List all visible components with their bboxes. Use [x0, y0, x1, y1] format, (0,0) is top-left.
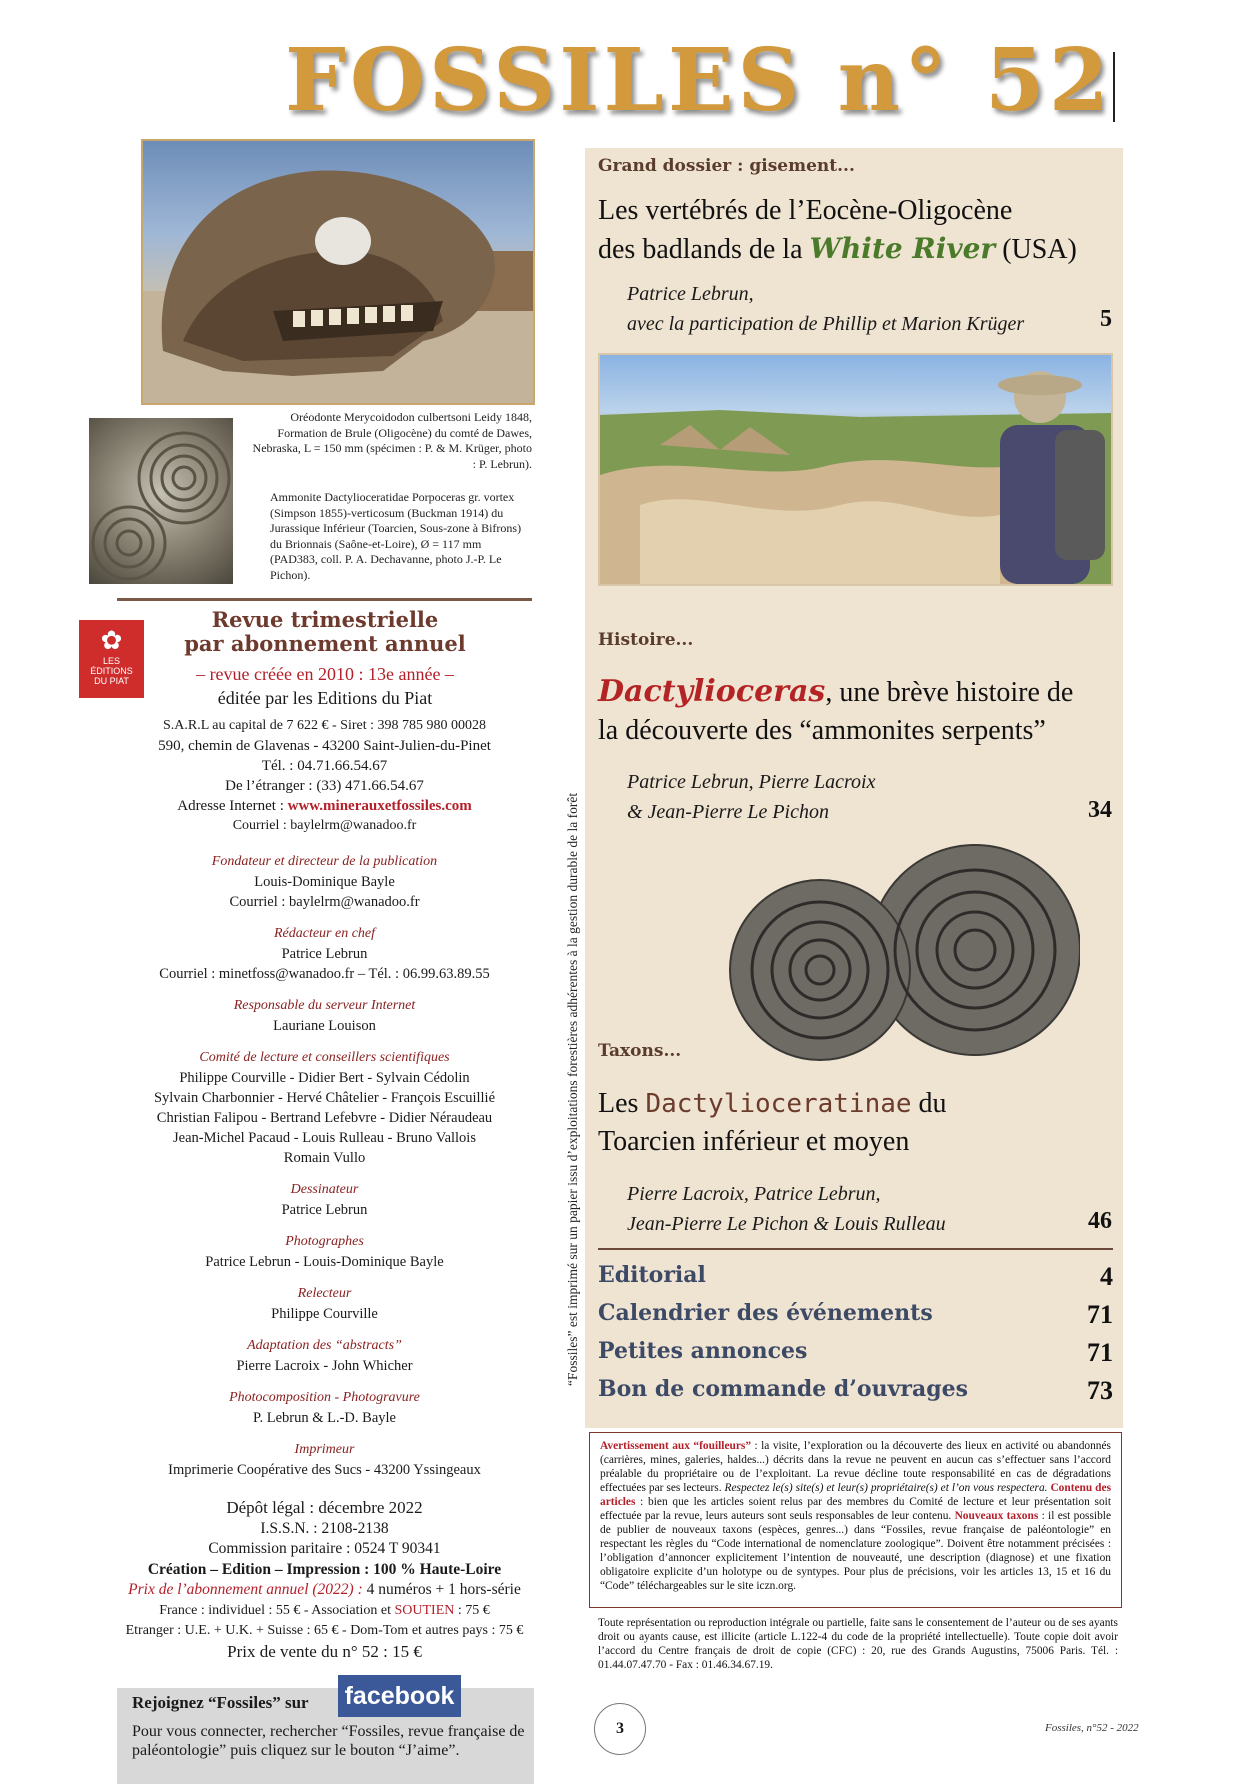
revue-created: – revue créée en 2010 : 13e année – — [196, 664, 454, 684]
section-grand-dossier: Grand dossier : gisement... — [598, 156, 855, 176]
website-link[interactable]: www.minerauxetfossiles.com — [287, 798, 472, 814]
facebook-logo[interactable]: facebook — [338, 1675, 461, 1717]
toc-petites-annonces[interactable]: Petites annonces 71 — [598, 1338, 1113, 1367]
credit-block: Photographes Patrice Lebrun - Louis-Dominique Bayle — [205, 1234, 444, 1270]
credits-list — [117, 852, 532, 1492]
article-2-authors: Patrice Lebrun, Pierre Lacroix & Jean-Pierre Le Pichon — [627, 771, 876, 823]
article-1-title[interactable]: Les vertébrés de l’Eocène-Oligocène des badlands de la White River (USA) — [598, 195, 1077, 265]
credit-block: Rédacteur en chef Patrice Lebrun Courriel : minetfoss@wanadoo.fr – Tél. : 06.99.63.89.55 — [159, 926, 490, 982]
credit-block: Responsable du serveur Internet Lauriane Louison — [233, 998, 416, 1034]
dactylioceras-ammonites-photo — [720, 820, 1080, 1080]
credit-block: Relecteur Philippe Courville — [271, 1286, 378, 1322]
publisher-address: S.A.R.L au capital de 7 622 € - Siret : 398 785 980 00028 590, chemin de Glavenas - 43200 Saint-Julien-du-Pinet Tél. : 04.71.66.54.67 De l’étranger : (33) 471.66.54.67 Adresse Internet : www.minerauxetfossiles.com Courriel : baylelrm@wanadoo.fr — [158, 718, 491, 833]
legal-info: Dépôt légal : décembre 2022 I.S.S.N. : 2108-2138 Commission paritaire : 0524 T 90341 Création – Edition – Impression : 100 % Haute-Loire Prix de l’abonnement annuel (2022) : 4 numéros + 1 hors-série France : individuel : 55 € - Association et SOUTIEN : 75 € Etranger : U.E. + U.K. + Suisse : 65 € - Dom-Tom et autres pays : 75 € Prix de vente du n° 52 : 15 € — [125, 1498, 524, 1661]
article-3-page[interactable]: 46 — [1088, 1208, 1112, 1234]
article-1-page[interactable]: 5 — [1100, 306, 1112, 332]
facebook-instructions: Pour vous connecter, rechercher “Fossiles, revue française de paléontologie” puis cliquez sur le bouton “J’aime”. — [132, 1723, 525, 1759]
credit-block: Imprimeur Imprimerie Coopérative des Sucs - 43200 Yssingeaux — [168, 1442, 481, 1478]
magazine-title: FOSSILES n° 52 — [285, 30, 1113, 131]
revue-editor: éditée par les Editions du Piat — [217, 688, 433, 708]
toc-rule — [598, 1248, 1113, 1250]
flower-icon: ✿ — [100, 625, 123, 655]
article-3-authors: Pierre Lacroix, Patrice Lebrun, Jean-Pierre Le Pichon & Louis Rulleau — [627, 1183, 946, 1235]
article-1-authors: Patrice Lebrun, avec la participation de Phillip et Marion Krüger — [627, 283, 1025, 335]
left-rule — [117, 598, 532, 601]
title-divider — [1113, 52, 1115, 122]
warning-notice: Avertissement aux “fouilleurs” : la visite, l’exploration ou la découverte des lieux en activité ou abandonnés (carrières, mines, galeries, haldes...) décrits dans la revue ne peuvent en aucun cas s’effectuer sans l’accord préalable du propriétaire ou de l’exploitant. La revue décline toute responsabilité en cas de dégradations effectuées par ses lecteurs. Respectez le(s) site(s) et leur(s) propriétaire(s) et l’on vous respectera. Contenu des articles : bien que les articles soient relus par des membres du Comité de lecture et leur présentation soit effectuée par la revue, leurs auteurs sont seuls responsables de leur contenu. Nouveaux taxons : il est possible de publier de nouveaux taxons (espèces, genres...) dans “Fossiles, revue française de paléontologie” en respectant les règles du “Code international de nomenclature zoologique”. Doivent être notamment précisées : l’obligation d’annoncer explicitement l’intention de nouveauté, une description (diagnose) et une fixation obligatoire explicite d’un holotype ou de syntypes. Pour plus de précisions, voir les articles 13, 15 et 16 du “Code” téléchargeables sur le site iczn.org. — [589, 1432, 1122, 1608]
article-3-title[interactable]: Les Dactylioceratinae du Toarcien inférieur et moyen — [598, 1088, 947, 1157]
footer-issue: Fossiles, n°52 - 2022 — [1045, 1722, 1139, 1734]
editions-du-piat-logo: ✿ LES ÉDITIONS DU PIAT — [79, 620, 144, 698]
credit-block: Fondateur et directeur de la publication Louis-Dominique Bayle Courriel : baylelrm@wanadoo.fr — [211, 854, 438, 910]
credit-block: Dessinateur Patrice Lebrun — [281, 1182, 368, 1218]
facebook-join: Rejoignez “Fossiles” sur — [132, 1693, 309, 1712]
section-histoire: Histoire... — [598, 630, 694, 650]
credit-block: Photocomposition - Photogravure P. Lebrun & L.-D. Bayle — [229, 1390, 420, 1426]
section-taxons: Taxons... — [598, 1041, 682, 1061]
paper-note-vertical: “Fossiles” est imprimé sur un papier issu d’exploitations forestières adhérentes à la gestion durable de la forêt — [565, 792, 580, 1386]
article-2-page[interactable]: 34 — [1088, 797, 1112, 823]
toc-editorial[interactable]: Editorial 4 — [598, 1262, 1113, 1291]
revue-heading: Revue trimestrielle par abonnement annuel — [184, 607, 466, 656]
ammonite-porpoceras-photo — [89, 418, 233, 584]
oreodont-skull-photo — [141, 139, 535, 405]
skull-caption: Oréodonte Merycoidodon culbertsoni Leidy 1848, Formation de Brule (Oligocène) du comté de Dawes, Nebraska, L = 150 mm (spécimen : P. & M. Krüger, photo : P. Lebrun). — [252, 410, 532, 471]
revue-meta — [150, 662, 500, 710]
badlands-hiker-photo — [598, 353, 1113, 586]
toc-calendrier[interactable]: Calendrier des événements 71 — [598, 1300, 1113, 1329]
credit-block: Adaptation des “abstracts” Pierre Lacroix - John Whicher — [236, 1338, 413, 1374]
ammonite-caption: Ammonite Dactylioceratidae Porpoceras gr. vortex (Simpson 1855)-verticosum (Buckman 1914) du Jurassique Inférieur (Toarcien, Sous-zone à Bifrons) du Brionnais (Saône-et-Loire), Ø = 117 mm (PAD383, coll. P. A. Dechavanne, photo J.-P. Le Pichon). — [270, 490, 522, 582]
credit-block: Comité de lecture et conseillers scientifiques Philippe Courville - Didier Bert - Sylvain Cédolin Sylvain Charbonnier - Hervé Châtelier - François Escuillié Christian Falipou - Bertrand Lefebvre - Didier Néraudeau Jean-Michel Pacaud - Louis Rulleau - Bruno Vallois Romain Vullo — [153, 1050, 496, 1166]
copyright-notice: Toute représentation ou reproduction intégrale ou partielle, faite sans le consentement de l’auteur ou de ses ayants droit ou ayants cause, est illicite (article L.122-4 du code de la propriété intellectuelle). Toute copie doit avoir l’accord du Centre français de droit de copie (CFC) : 20, rue des Grands Augustins, 75006 Paris. Tél. : 01.44.07.47.70 - Fax : 01.46.34.67.19. — [598, 1617, 1118, 1671]
article-2-title[interactable]: Dactylioceras, une brève histoire de la découverte des “ammonites serpents” — [598, 674, 1074, 746]
toc-bon-de-commande[interactable]: Bon de commande d’ouvrages 73 — [598, 1376, 1113, 1405]
page-number: 3 — [594, 1703, 646, 1755]
